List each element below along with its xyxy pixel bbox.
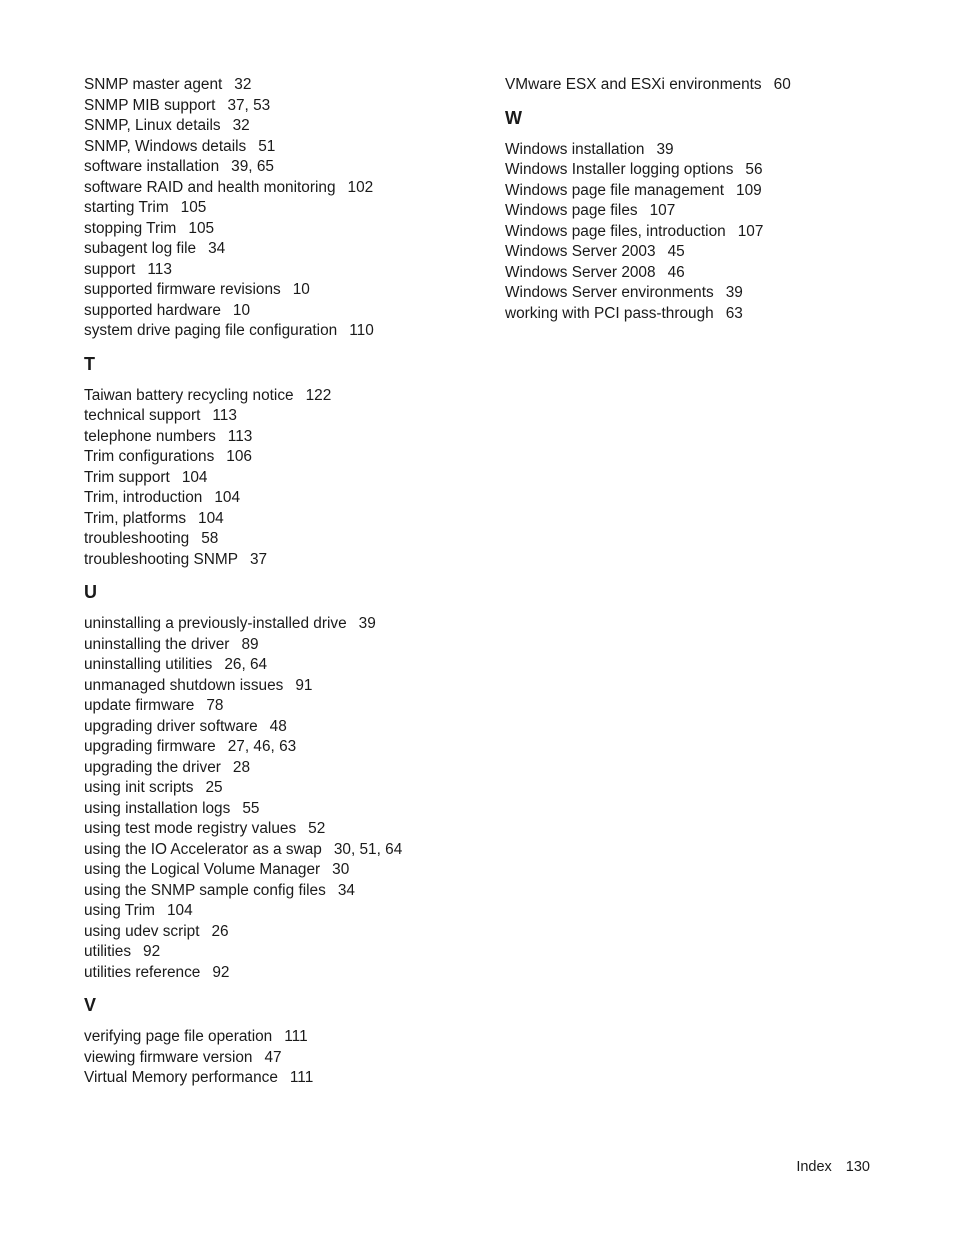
index-term: technical support: [84, 407, 201, 424]
index-page-refs: 25: [205, 779, 223, 796]
index-entry: [84, 427, 484, 448]
index-section-u: [84, 582, 484, 983]
index-entry: [84, 219, 484, 240]
index-page-refs: 111: [284, 1028, 308, 1045]
index-page-refs: 91: [295, 676, 313, 694]
index-term: uninstalling the driver: [84, 635, 230, 653]
index-term: Windows page file management: [505, 181, 725, 199]
index-term: utilities: [84, 943, 132, 960]
index-page-refs: 104: [181, 468, 208, 486]
index-page-refs: 107: [737, 222, 764, 240]
index-term: troubleshooting: [84, 530, 190, 547]
index-page-refs: 28: [232, 758, 251, 776]
index-term: using installation logs: [84, 799, 231, 817]
index-term: supported hardware: [84, 301, 221, 319]
index-term: using test mode registry values: [84, 820, 297, 837]
index-page-refs: 51: [258, 137, 276, 155]
index-entry: [84, 75, 484, 96]
index-page-refs: 63: [725, 304, 743, 322]
index-term: software installation: [84, 158, 220, 175]
index-entry: [84, 468, 484, 489]
index-entry: [84, 509, 484, 530]
index-entry: [84, 778, 484, 799]
index-entry: [84, 614, 484, 635]
index-term: Trim, introduction: [84, 489, 203, 506]
index-entry: [84, 260, 484, 281]
index-page-refs: 39: [358, 615, 376, 632]
index-entry: [505, 160, 905, 181]
index-entry: [84, 321, 484, 342]
index-page-refs: 45: [667, 243, 685, 260]
index-entry: [84, 676, 484, 697]
index-page-refs: 37, 53: [227, 96, 271, 114]
index-page-refs: 26, 64: [224, 656, 268, 673]
index-term: using Trim: [84, 902, 155, 919]
index-term: uninstalling a previously-installed drive: [84, 615, 347, 632]
index-page-refs: 10: [292, 281, 310, 298]
index-term: telephone numbers: [84, 427, 216, 445]
index-entry: [84, 96, 484, 117]
index-page-refs: 92: [212, 963, 230, 981]
index-term: using the Logical Volume Manager: [84, 861, 321, 878]
index-term: software RAID and health monitoring: [84, 178, 336, 196]
index-page-refs: 52: [308, 820, 326, 837]
index-entry: [84, 529, 484, 550]
index-section-w: [505, 108, 905, 325]
index-entry: [84, 137, 484, 158]
index-column-left: [84, 75, 484, 1089]
index-term: supported firmware revisions: [84, 281, 281, 298]
index-entry: [84, 488, 484, 509]
index-term: viewing firmware version: [84, 1048, 253, 1066]
index-term: Trim, platforms: [84, 509, 187, 527]
index-entry: [84, 799, 484, 820]
index-term: using the IO Accelerator as a swap: [84, 840, 322, 858]
index-term: stopping Trim: [84, 219, 177, 237]
index-term: using init scripts: [84, 779, 194, 796]
index-entry: [84, 819, 484, 840]
index-entry: [505, 242, 905, 263]
index-page-refs: 104: [198, 509, 224, 527]
index-page-refs: 89: [241, 635, 259, 653]
index-entry: [505, 304, 905, 325]
index-page-refs: 109: [736, 181, 762, 199]
index-page-refs: 39: [656, 140, 674, 158]
index-term: subagent log file: [84, 240, 197, 257]
index-page-refs: 46: [667, 263, 685, 281]
index-term: Virtual Memory performance: [84, 1069, 278, 1086]
index-entry: [84, 116, 484, 137]
index-entry: [505, 140, 905, 161]
index-entry: [84, 881, 484, 902]
index-entry: [84, 758, 484, 779]
index-entry: [84, 840, 484, 861]
index-page-refs: 39, 65: [231, 158, 274, 175]
index-term: VMware ESX and ESXi environments: [505, 76, 762, 93]
index-entry: [84, 301, 484, 322]
index-entry: [505, 201, 905, 222]
index-page-refs: 10: [232, 301, 251, 319]
index-term: Taiwan battery recycling notice: [84, 386, 294, 404]
index-term: update firmware: [84, 697, 195, 714]
index-entry: [84, 386, 484, 407]
index-term: Windows page files, introduction: [505, 222, 726, 240]
index-entry: [84, 635, 484, 656]
index-entry: [505, 283, 905, 304]
index-page-refs: 113: [227, 427, 253, 445]
index-entry: [84, 198, 484, 219]
index-page-refs: 32: [232, 117, 250, 134]
index-page-refs: 111: [289, 1069, 314, 1086]
index-entry: [84, 280, 484, 301]
index-entry: [84, 239, 484, 260]
index-section-v: [84, 995, 484, 1089]
index-entry: [84, 717, 484, 738]
index-entry: [505, 263, 905, 284]
index-term: Windows page files: [505, 202, 638, 219]
index-entry: [505, 181, 905, 202]
index-term: working with PCI pass-through: [505, 304, 714, 322]
index-entry: [84, 1068, 484, 1089]
index-term: using the SNMP sample config files: [84, 881, 326, 899]
index-page-refs: 105: [188, 219, 215, 237]
index-entry: [505, 75, 905, 96]
index-page-refs: 107: [649, 202, 676, 219]
index-term: unmanaged shutdown issues: [84, 676, 284, 694]
index-term: utilities reference: [84, 963, 201, 981]
index-term: SNMP master agent: [84, 76, 223, 93]
index-term: Windows Server environments: [505, 284, 714, 301]
index-page-refs: 48: [269, 717, 287, 735]
index-page-refs: 92: [143, 943, 161, 960]
index-page-refs: 47: [264, 1048, 282, 1066]
index-term: Windows Server 2008: [505, 263, 656, 281]
index-entry: [84, 696, 484, 717]
index-page-refs: 113: [212, 407, 237, 424]
index-term: uninstalling utilities: [84, 656, 213, 673]
index-entry: [84, 406, 484, 427]
index-page-refs: 78: [206, 697, 224, 714]
page-number: 130: [845, 1159, 870, 1175]
index-page-refs: 55: [242, 799, 260, 817]
section-letter: T: [84, 353, 95, 374]
index-term: SNMP, Windows details: [84, 137, 247, 155]
index-section-s-continued: [84, 75, 484, 342]
index-term: Windows Installer logging options: [505, 161, 734, 178]
index-term: Trim configurations: [84, 448, 215, 465]
index-term: troubleshooting SNMP: [84, 550, 238, 568]
index-entry: [84, 860, 484, 881]
index-page-refs: 104: [167, 902, 193, 919]
index-page-refs: 27, 46, 63: [227, 738, 297, 755]
index-entry: [84, 157, 484, 178]
index-entry: [84, 901, 484, 922]
index-entry: [505, 222, 905, 243]
index-term: starting Trim: [84, 199, 169, 216]
page-footer: [796, 1157, 870, 1177]
index-page-refs: 58: [201, 530, 219, 547]
index-section-t: [84, 354, 484, 571]
index-term: Windows installation: [505, 140, 645, 158]
section-letter: W: [505, 107, 522, 128]
index-entry: [84, 550, 484, 571]
index-entry: [84, 922, 484, 943]
index-term: Windows Server 2003: [505, 243, 656, 260]
footer-label: Index: [796, 1159, 832, 1175]
index-entry: [84, 942, 484, 963]
index-page-refs: 34: [208, 240, 226, 257]
index-term: SNMP, Linux details: [84, 117, 221, 134]
index-page-refs: 32: [234, 76, 252, 93]
index-page-refs: 30, 51, 64: [333, 840, 403, 858]
index-term: upgrading driver software: [84, 717, 258, 735]
index-entry: [84, 737, 484, 758]
index-page-refs: 37: [250, 550, 268, 568]
index-term: verifying page file operation: [84, 1028, 273, 1045]
index-term: support: [84, 260, 136, 278]
index-page-refs: 39: [725, 284, 743, 301]
index-page-refs: 102: [347, 178, 374, 196]
index-entry: [84, 1027, 484, 1048]
index-term: using udev script: [84, 922, 200, 940]
index-section-v-continued: [505, 75, 905, 96]
section-letter: V: [84, 995, 97, 1015]
index-term: upgrading firmware: [84, 738, 216, 755]
index-term: SNMP MIB support: [84, 96, 216, 114]
index-page-refs: 26: [211, 922, 229, 940]
index-term: system drive paging file configuration: [84, 322, 338, 339]
index-column-right: [505, 75, 905, 324]
index-entry: [84, 963, 484, 984]
index-term: Trim support: [84, 468, 170, 486]
index-page-refs: 105: [180, 199, 207, 216]
index-page-refs: 60: [773, 76, 791, 93]
index-term: upgrading the driver: [84, 758, 221, 776]
index-page-refs: 122: [305, 386, 332, 404]
index-page-refs: 106: [226, 448, 252, 465]
index-page-refs: 113: [147, 260, 172, 278]
index-page-refs: 110: [349, 322, 374, 339]
index-page-refs: 34: [337, 881, 355, 899]
index-entry: [84, 655, 484, 676]
index-entry: [84, 178, 484, 199]
index-entry: [84, 1048, 484, 1069]
index-page-refs: 104: [214, 489, 241, 506]
section-letter: U: [84, 582, 97, 602]
index-page-refs: 56: [745, 161, 763, 178]
index-page-refs: 30: [332, 861, 350, 878]
index-entry: [84, 447, 484, 468]
